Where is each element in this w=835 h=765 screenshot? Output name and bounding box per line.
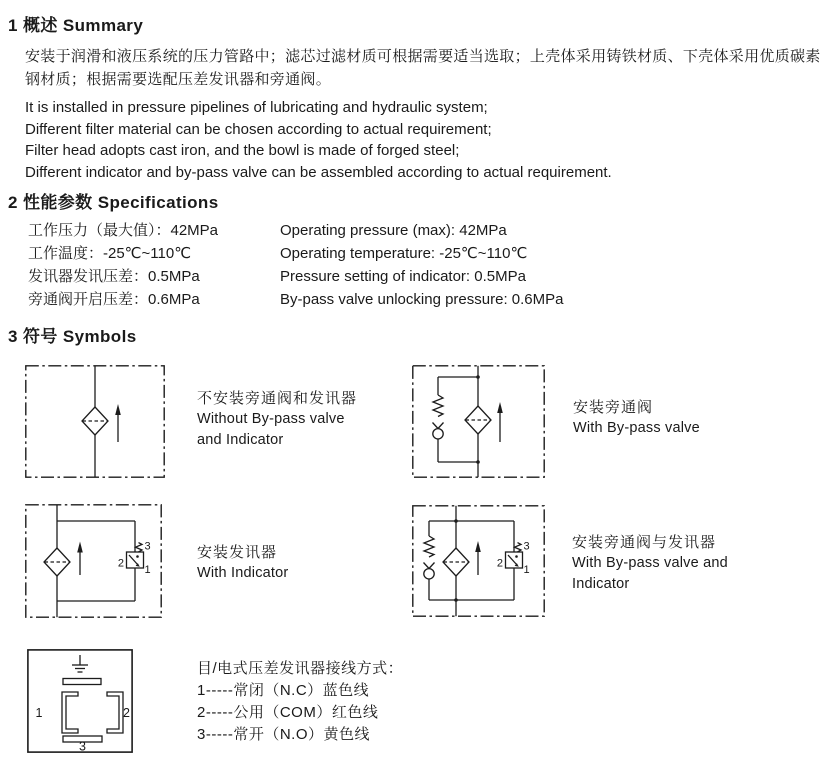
caption-en-line: With By-pass valve bbox=[573, 420, 700, 436]
filter-icon bbox=[465, 406, 491, 434]
filter-icon bbox=[44, 548, 70, 576]
flow-arrow-up-icon bbox=[77, 542, 83, 576]
top-slot bbox=[63, 679, 101, 685]
bypass-valve-icon bbox=[433, 377, 444, 462]
spring-icon bbox=[515, 543, 522, 552]
symbol-diagram-with-bypass bbox=[412, 365, 545, 478]
wiring-line: 2-----公用（COM）红色线 bbox=[197, 704, 379, 721]
terminal-label-no: 3 bbox=[523, 540, 530, 553]
terminal-label-common: 2 bbox=[117, 557, 124, 570]
summary-en-line: Different filter material can be chosen according to actual requirement; bbox=[25, 120, 492, 138]
enclosure-dashdot-border bbox=[26, 505, 161, 617]
spec-row bbox=[28, 265, 563, 288]
flow-arrow-up-icon bbox=[475, 541, 481, 575]
summary-en-line: Different indicator and by-pass valve can be assembled according to actual requirement. bbox=[25, 163, 612, 181]
terminal-label-common: 2 bbox=[496, 557, 503, 570]
pin2-bracket bbox=[107, 692, 123, 733]
pin-label-3: 3 bbox=[79, 739, 86, 753]
terminal-label-no: 3 bbox=[144, 540, 151, 553]
spec-row bbox=[28, 288, 563, 311]
spec-row bbox=[28, 242, 563, 265]
caption-plain-filter bbox=[197, 388, 357, 451]
summary-en-line: Filter head adopts cast iron, and the bowl is made of forged steel; bbox=[25, 142, 460, 159]
caption-with-bypass bbox=[573, 397, 700, 439]
spec-label-cn: 旁通阀开启压差：0.6MPa bbox=[28, 291, 200, 308]
spec-label-en: Operating temperature: -25℃~110℃ bbox=[280, 245, 528, 262]
summary-en-line: It is installed in pressure pipelines of lubricating and hydraulic system; bbox=[25, 99, 488, 116]
filter-icon bbox=[82, 407, 108, 435]
specifications-table bbox=[28, 219, 563, 311]
pin-label-1: 1 bbox=[35, 706, 43, 720]
symbol-diagram-plain-filter bbox=[25, 365, 165, 478]
caption-en-line: With By-pass valve and bbox=[572, 555, 728, 571]
symbol-diagram-with-bypass-and-indicator bbox=[412, 505, 545, 617]
spec-label-cn: 工作压力（最大值）：42MPa bbox=[28, 222, 219, 239]
wiring-instructions bbox=[197, 658, 403, 746]
spec-label-cn: 工作温度：-25℃~110℃ bbox=[28, 245, 192, 262]
caption-en-line: Indicator bbox=[572, 576, 630, 592]
spec-row bbox=[28, 219, 563, 242]
caption-en-line: Without By-pass valve bbox=[197, 411, 345, 427]
flow-arrow-up-icon bbox=[115, 404, 121, 442]
spec-label-en: Operating pressure (max): 42MPa bbox=[280, 222, 507, 239]
caption-en-line: and Indicator bbox=[197, 432, 284, 448]
wiring-title: 目/电式压差发讯器接线方式： bbox=[197, 660, 404, 677]
spec-label-cn: 发讯器发讯压差：0.5MPa bbox=[28, 268, 200, 285]
summary-paragraph-en bbox=[25, 97, 612, 183]
caption-cn: 安装发讯器 bbox=[197, 544, 278, 561]
ground-icon bbox=[72, 655, 88, 672]
symbol-diagram-with-indicator bbox=[25, 504, 162, 618]
section1-heading: 1 概述 Summary bbox=[8, 16, 144, 35]
caption-cn: 安装旁通阀 bbox=[573, 399, 654, 416]
section3-heading: 3 符号 Symbols bbox=[8, 327, 137, 346]
caption-with-bypass-and-indicator bbox=[572, 532, 728, 595]
pin1-bracket bbox=[62, 692, 78, 733]
section2-heading: 2 性能参数 Specifications bbox=[8, 193, 219, 212]
spec-label-en: By-pass valve unlocking pressure: 0.6MPa bbox=[280, 291, 564, 308]
spring-icon bbox=[433, 395, 443, 417]
connector-pinout-diagram bbox=[27, 649, 133, 753]
bypass-valve-icon bbox=[424, 521, 435, 600]
spring-icon bbox=[424, 536, 434, 557]
caption-cn: 安装旁通阀与发讯器 bbox=[572, 534, 717, 551]
check-ball-icon bbox=[433, 429, 443, 439]
filter-icon bbox=[443, 548, 469, 576]
indicator-switch-icon bbox=[118, 541, 151, 577]
pin-label-2: 2 bbox=[123, 706, 130, 720]
wiring-line: 3-----常开（N.O）黄色线 bbox=[197, 726, 370, 743]
caption-with-indicator bbox=[197, 542, 288, 584]
indicator-switch-icon bbox=[497, 541, 530, 577]
flow-arrow-up-icon bbox=[497, 402, 503, 442]
caption-cn: 不安装旁通阀和发讯器 bbox=[197, 390, 358, 407]
terminal-label-nc: 1 bbox=[523, 564, 530, 576]
summary-paragraph-cn: 安装于润滑和液压系统的压力管路中；滤芯过滤材质可根据需要适当选取；上壳体采用铸铁材质、下壳体采用优质碳素钢材质；根据需要选配压差发讯器和旁通阀。 bbox=[25, 48, 821, 88]
terminal-label-nc: 1 bbox=[144, 564, 151, 576]
spring-icon bbox=[136, 543, 143, 552]
caption-en-line: With Indicator bbox=[197, 565, 289, 581]
spec-label-en: Pressure setting of indicator: 0.5MPa bbox=[280, 268, 526, 285]
wiring-line: 1-----常闭（N.C）蓝色线 bbox=[197, 682, 370, 699]
check-ball-icon bbox=[424, 569, 434, 579]
